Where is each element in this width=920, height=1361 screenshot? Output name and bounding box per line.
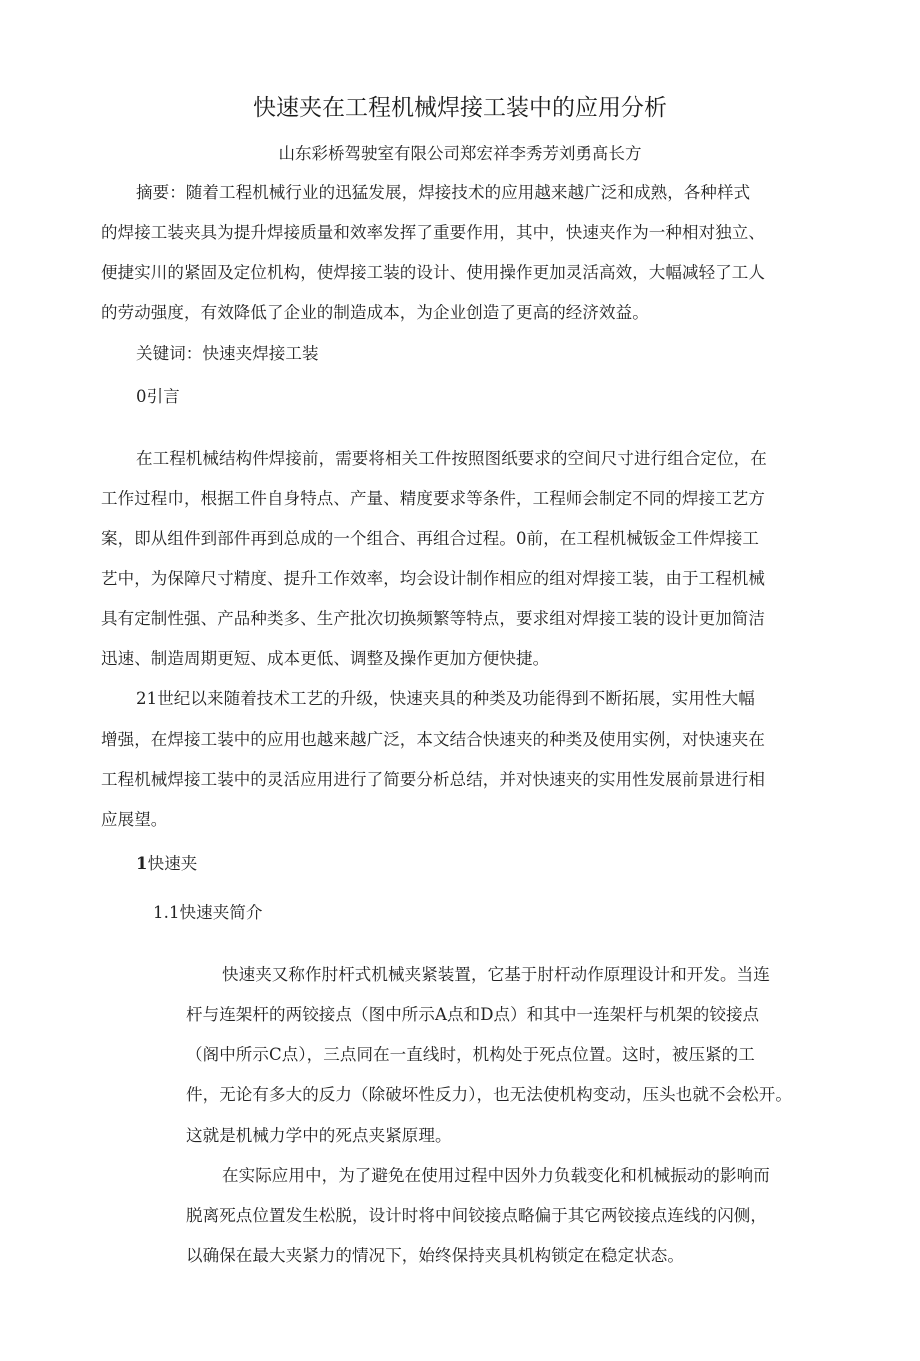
abstract-line: 摘要：随着工程机械行业的迅猛发展，焊接技术的应用越来越广泛和成熟，各种样式: [136, 183, 751, 202]
paragraph-line: 增强，在焊接工装中的应用也越来越广泛，本文结合快速夹的种类及使用实例，对快速夹在: [101, 730, 765, 749]
subsection-heading: 1.1快速夹简介: [153, 903, 263, 922]
authors-line: 山东彩桥驾驶室有限公司郑宏祥李秀芳刘勇髙长方: [278, 144, 642, 163]
paragraph-line: 迅速、制造周期更短、成本更低、调整及操作更加方便快捷。: [101, 649, 550, 668]
page-title: 快速夹在工程机械焊接工装中的应用分析: [253, 95, 667, 121]
paragraph-line: 工作过程巾，根据工件自身特点、产量、精度要求等条件，工程师会制定不同的焊接工艺方: [101, 489, 765, 508]
section-heading-introduction: 0引言: [136, 387, 180, 406]
paragraph-line: 在实际应用中，为了避免在使用过程中因外力负载变化和机械振动的影响而: [222, 1166, 770, 1185]
paragraph-line: 工程机械焊接工装中的灵活应用进行了简要分析总结，并对快速夹的实用性发展前景进行相: [101, 770, 765, 789]
paragraph-line: 应展望。: [101, 810, 168, 829]
section-title: 快速夹: [147, 854, 198, 873]
paragraph-line: 杆与连架杆的两铰接点（图中所示A点和D点）和其中一连架杆与机架的铰接点: [186, 1005, 760, 1024]
paragraph-line: 脱离死点位置发生松脱，设计时将中间铰接点略偏于其它两铰接点连线的闪侧，: [186, 1206, 767, 1225]
section-number: 1: [136, 854, 148, 873]
abstract-line: 便捷实川的紧固及定位机构，使焊接工装的设计、使用操作更加灵活高效，大幅减轻了工人: [101, 263, 765, 282]
keywords: 关键词：快速夹焊接工装: [136, 344, 319, 363]
paragraph-line: 案，即从组件到部件再到总成的一个组合、再组合过程。0前，在工程机械钣金工件焊接工: [101, 529, 759, 548]
paragraph-line: （阁中所示C点），三点同在一直线时，机构处于死点位置。这时，被压紧的工: [186, 1045, 755, 1064]
paragraph-line: 这就是机械力学中的死点夹紧原理。: [186, 1126, 452, 1145]
paragraph-line: 快速夹又称作肘杆式机械夹紧装置，它基于肘杆动作原理设计和开发。当连: [222, 965, 770, 984]
paragraph-line: 艺中，为保障尺寸精度、提升工作效率，均会设计制作相应的组对焊接工装，由于工程机械: [101, 569, 765, 588]
paragraph-line: 具有定制性强、产品种类多、生产批次切换频繁等特点，要求组对焊接工装的设计更加简洁: [101, 609, 765, 628]
section-heading-quick-clamp: [136, 853, 197, 875]
abstract-line: 的劳动强度，有效降低了企业的制造成本，为企业创造了更高的经济效益。: [101, 303, 649, 322]
paragraph-line: 在工程机械结构件焊接前，需要将相关工件按照图纸要求的空间尺寸进行组合定位，在: [136, 449, 767, 468]
abstract-line: 的焊接工装夹具为提升焊接质量和效率发挥了重要作用，其中，快速夹作为一种相对独立、: [101, 223, 765, 242]
paragraph-line: 以确保在最大夹紧力的情况下，始终保持夹具机构锁定在稳定状态。: [186, 1246, 684, 1265]
paragraph-line: 21世纪以来随着技术工艺的升级，快速夹具的种类及功能得到不断拓展，实用性大幅: [136, 689, 755, 708]
paragraph-line: 件，无论有多大的反力（除破坏性反力），也无法使机构变动，压头也就不会松开。: [186, 1085, 792, 1104]
